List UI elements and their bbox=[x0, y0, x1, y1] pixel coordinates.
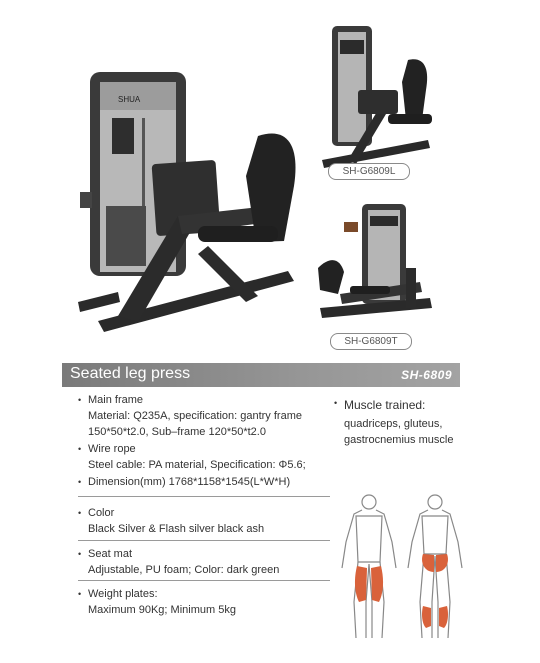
anatomy-back-figure bbox=[398, 492, 472, 642]
variant-l-caption: SH-G6809L bbox=[328, 163, 410, 180]
anatomy-front-figure bbox=[332, 492, 406, 642]
variant-t-image bbox=[310, 198, 440, 338]
seat-mat-heading: • Seat mat bbox=[88, 546, 132, 562]
brand-logo-text: SHUA bbox=[118, 95, 141, 104]
product-name: Seated leg press bbox=[70, 365, 191, 382]
main-machine-image bbox=[58, 66, 310, 338]
divider bbox=[78, 580, 330, 581]
product-title-bar bbox=[62, 363, 460, 387]
divider bbox=[78, 496, 330, 497]
variant-t-caption: SH-G6809T bbox=[330, 333, 412, 350]
wire-rope-heading: • Wire rope bbox=[88, 441, 136, 457]
weight-plates-line: Maximum 90Kg; Minimum 5kg bbox=[88, 604, 236, 616]
wire-rope-line: Steel cable: PA material, Specification: Φ5.6; bbox=[88, 459, 306, 471]
dimension-line: • Dimension(mm) 1768*1158*1545(L*W*H) bbox=[88, 474, 290, 490]
main-frame-line1: Material: Q235A, specification: gantry frame bbox=[88, 410, 302, 422]
color-heading: • Color bbox=[88, 505, 114, 521]
color-line: Black Silver & Flash silver black ash bbox=[88, 523, 265, 535]
main-frame-line2: 150*50*t2.0, Sub–frame 120*50*t2.0 bbox=[88, 426, 266, 438]
product-model: SH-6809 bbox=[401, 368, 452, 382]
muscle-heading: • Muscle trained: bbox=[344, 398, 425, 412]
variant-l-image bbox=[318, 20, 442, 180]
main-frame-heading: • Main frame bbox=[88, 392, 143, 408]
seat-mat-line: Adjustable, PU foam; Color: dark green bbox=[88, 564, 280, 576]
muscle-line1: quadriceps, gluteus, bbox=[344, 418, 443, 430]
weight-plates-heading: • Weight plates: bbox=[88, 586, 158, 602]
muscle-line2: gastrocnemius muscle bbox=[344, 434, 454, 446]
divider bbox=[78, 540, 330, 541]
